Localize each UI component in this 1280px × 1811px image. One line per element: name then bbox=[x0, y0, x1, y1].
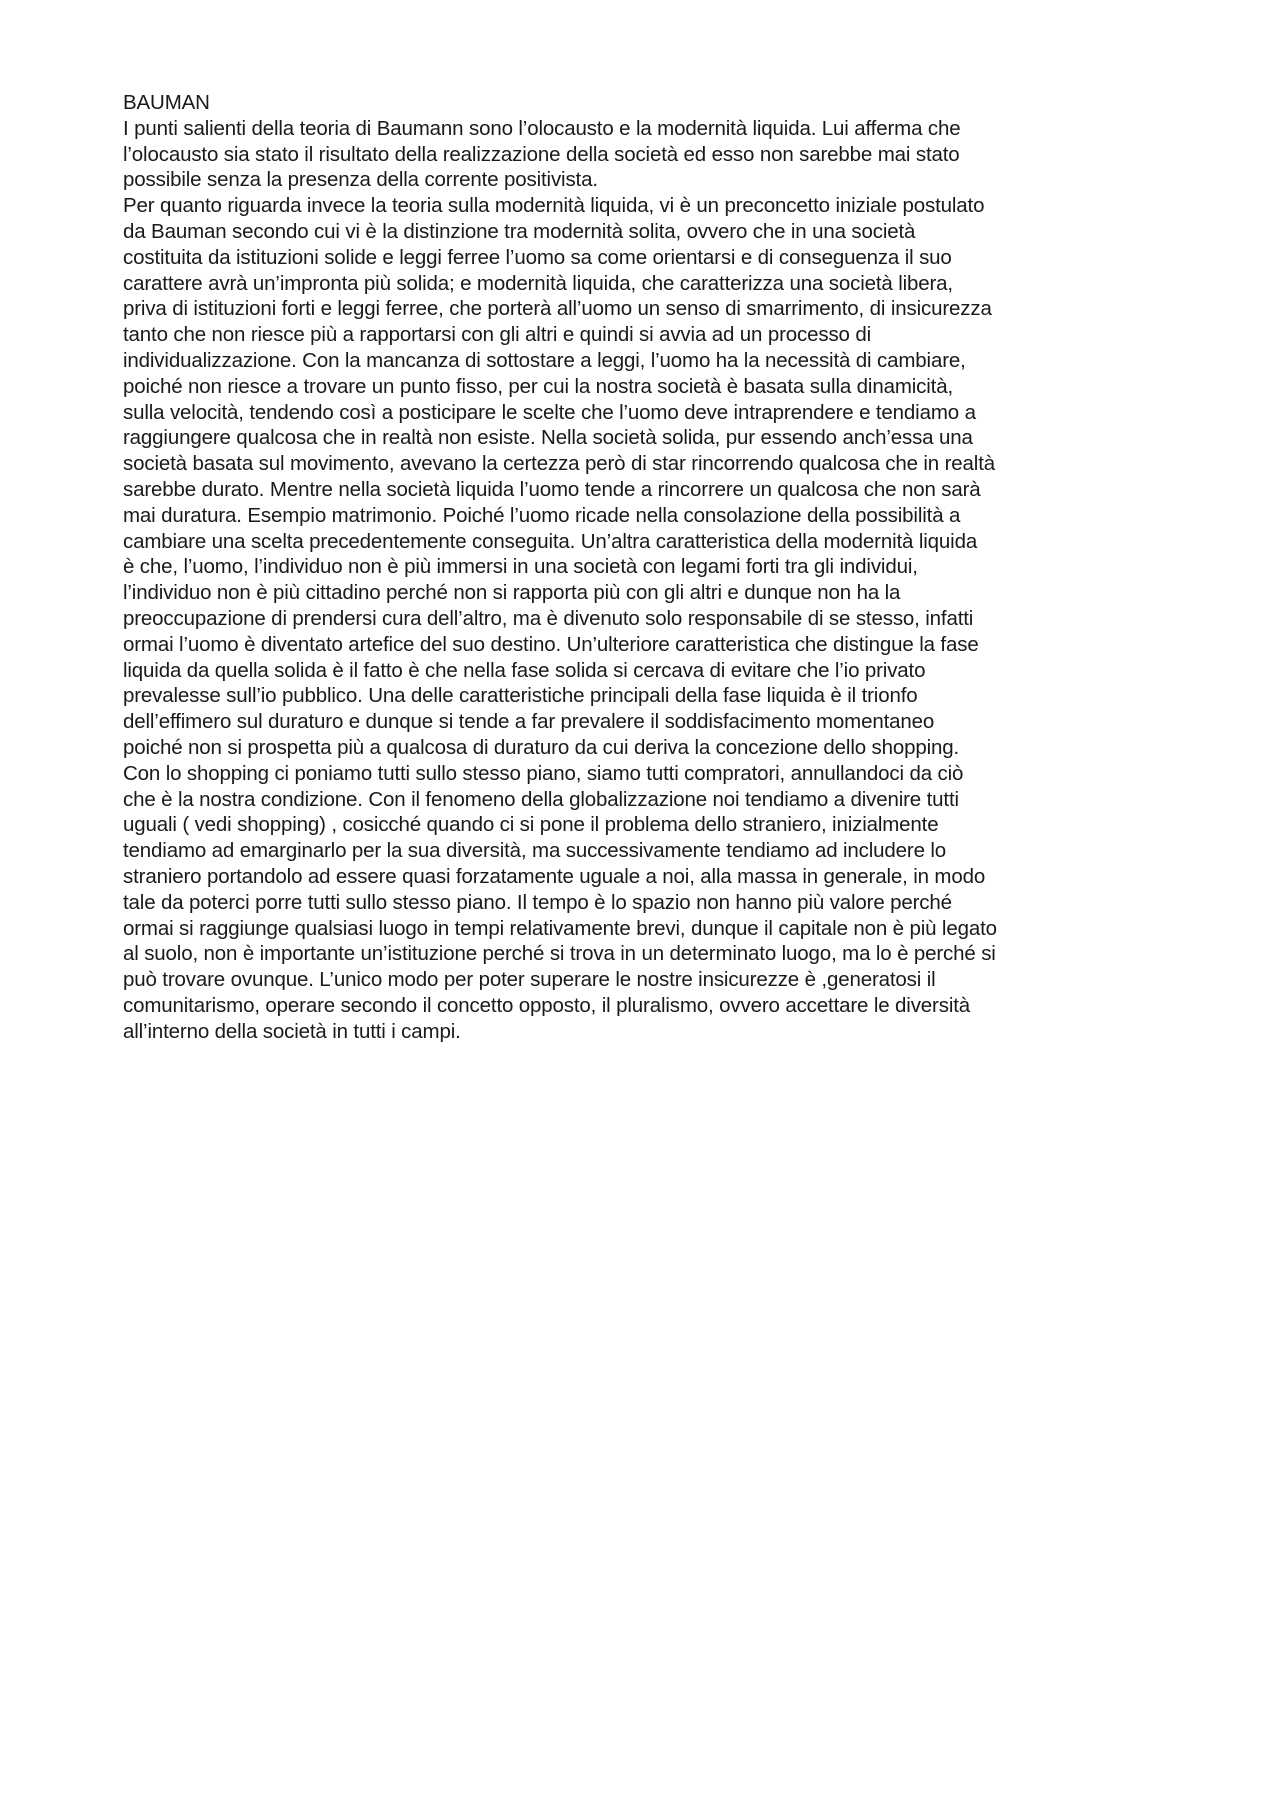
text-line: poiché non si prospetta più a qualcosa di duraturo da cui deriva la concezione dello shopping. bbox=[123, 735, 960, 759]
text-line: preoccupazione di prendersi cura dell’altro, ma è divenuto solo responsabile di se stesso, infatti bbox=[123, 606, 974, 630]
text-line: che è la nostra condizione. Con il fenomeno della globalizzazione noi tendiamo a divenire tutti bbox=[123, 787, 959, 811]
text-line: liquida da quella solida è il fatto è che nella fase solida si cercava di evitare che l’io privato bbox=[123, 658, 926, 682]
text-line: sulla velocità, tendendo così a posticipare le scelte che l’uomo deve intraprendere e tendiamo a bbox=[123, 400, 976, 424]
text-line: ormai l’uomo è diventato artefice del suo destino. Un’ulteriore caratteristica che distingue la fase bbox=[123, 632, 979, 656]
text-line: prevalesse sull’io pubblico. Una delle caratteristiche principali della fase liquida è il trionfo bbox=[123, 684, 918, 708]
document-body bbox=[123, 90, 1163, 1044]
text-line: Con lo shopping ci poniamo tutti sullo stesso piano, siamo tutti compratori, annullandoci da ciò bbox=[123, 761, 964, 785]
text-line: l’individuo non è più cittadino perché non si rapporta più con gli altri e dunque non ha la bbox=[123, 581, 901, 605]
text-line: tale da poterci porre tutti sullo stesso piano. Il tempo è lo spazio non hanno più valore perché bbox=[123, 890, 952, 914]
text-line: l’olocausto sia stato il risultato della realizzazione della società ed esso non sarebbe mai stato bbox=[123, 142, 960, 166]
text-line: poiché non riesce a trovare un punto fisso, per cui la nostra società è basata sulla dinamicità, bbox=[123, 374, 953, 398]
document-title: BAUMAN bbox=[123, 91, 210, 114]
text-line: costituita da istituzioni solide e leggi ferree l’uomo sa come orientarsi e di conseguenza il suo bbox=[123, 245, 952, 269]
text-line: è che, l’uomo, l’individuo non è più immersi in una società con legami forti tra gli individui, bbox=[123, 555, 918, 579]
text-line: sarebbe durato. Mentre nella società liquida l’uomo tende a rincorrere un qualcosa che non sarà bbox=[123, 477, 981, 501]
text-line: mai duratura. Esempio matrimonio. Poiché l’uomo ricade nella consolazione della possibilità a bbox=[123, 503, 961, 527]
text-line: tendiamo ad emarginarlo per la sua diversità, ma successivamente tendiamo ad includere lo bbox=[123, 839, 947, 863]
text-line: all’interno della società in tutti i campi. bbox=[123, 1019, 461, 1043]
text-line: ormai si raggiunge qualsiasi luogo in tempi relativamente brevi, dunque il capitale non è più legato bbox=[123, 916, 997, 940]
text-line: straniero portandolo ad essere quasi forzatamente uguale a noi, alla massa in generale, in modo bbox=[123, 864, 986, 888]
text-line: Per quanto riguarda invece la teoria sulla modernità liquida, vi è un preconcetto iniziale postulato bbox=[123, 194, 985, 218]
text-line: tanto che non riesce più a rapportarsi con gli altri e quindi si avvia ad un processo di bbox=[123, 323, 872, 347]
text-line: possibile senza la presenza della corrente positivista. bbox=[123, 168, 598, 192]
text-line: priva di istituzioni forti e leggi ferree, che porterà all’uomo un senso di smarrimento, di insicurezza bbox=[123, 297, 992, 321]
text-line: dell’effimero sul duraturo e dunque si tende a far prevalere il soddisfacimento momentaneo bbox=[123, 710, 935, 734]
text-line: I punti salienti della teoria di Baumann sono l’olocausto e la modernità liquida. Lui afferma che bbox=[123, 116, 961, 140]
text-line: cambiare una scelta precedentemente conseguita. Un’altra caratteristica della modernità liquida bbox=[123, 529, 978, 553]
text-line: comunitarismo, operare secondo il concetto opposto, il pluralismo, ovvero accettare le diversità bbox=[123, 993, 971, 1017]
text-line: individualizzazione. Con la mancanza di sottostare a leggi, l’uomo ha la necessità di cambiare, bbox=[123, 348, 966, 372]
text-line: carattere avrà un’impronta più solida; e modernità liquida, che caratterizza una società libera, bbox=[123, 271, 953, 295]
text-line: uguali ( vedi shopping) , cosicché quando ci si pone il problema dello straniero, inizialmente bbox=[123, 813, 939, 837]
text-line: raggiungere qualcosa che in realtà non esiste. Nella società solida, pur essendo anch’essa una bbox=[123, 426, 973, 450]
text-line: al suolo, non è importante un’istituzione perché si trova in un determinato luogo, ma lo è perché si bbox=[123, 942, 996, 966]
text-line: da Bauman secondo cui vi è la distinzione tra modernità solita, ovvero che in una società bbox=[123, 219, 916, 243]
text-line: società basata sul movimento, avevano la certezza però di star rincorrendo qualcosa che in realtà bbox=[123, 452, 995, 476]
text-line: può trovare ovunque. L’unico modo per poter superare le nostre insicurezze è ,generatosi il bbox=[123, 968, 936, 992]
